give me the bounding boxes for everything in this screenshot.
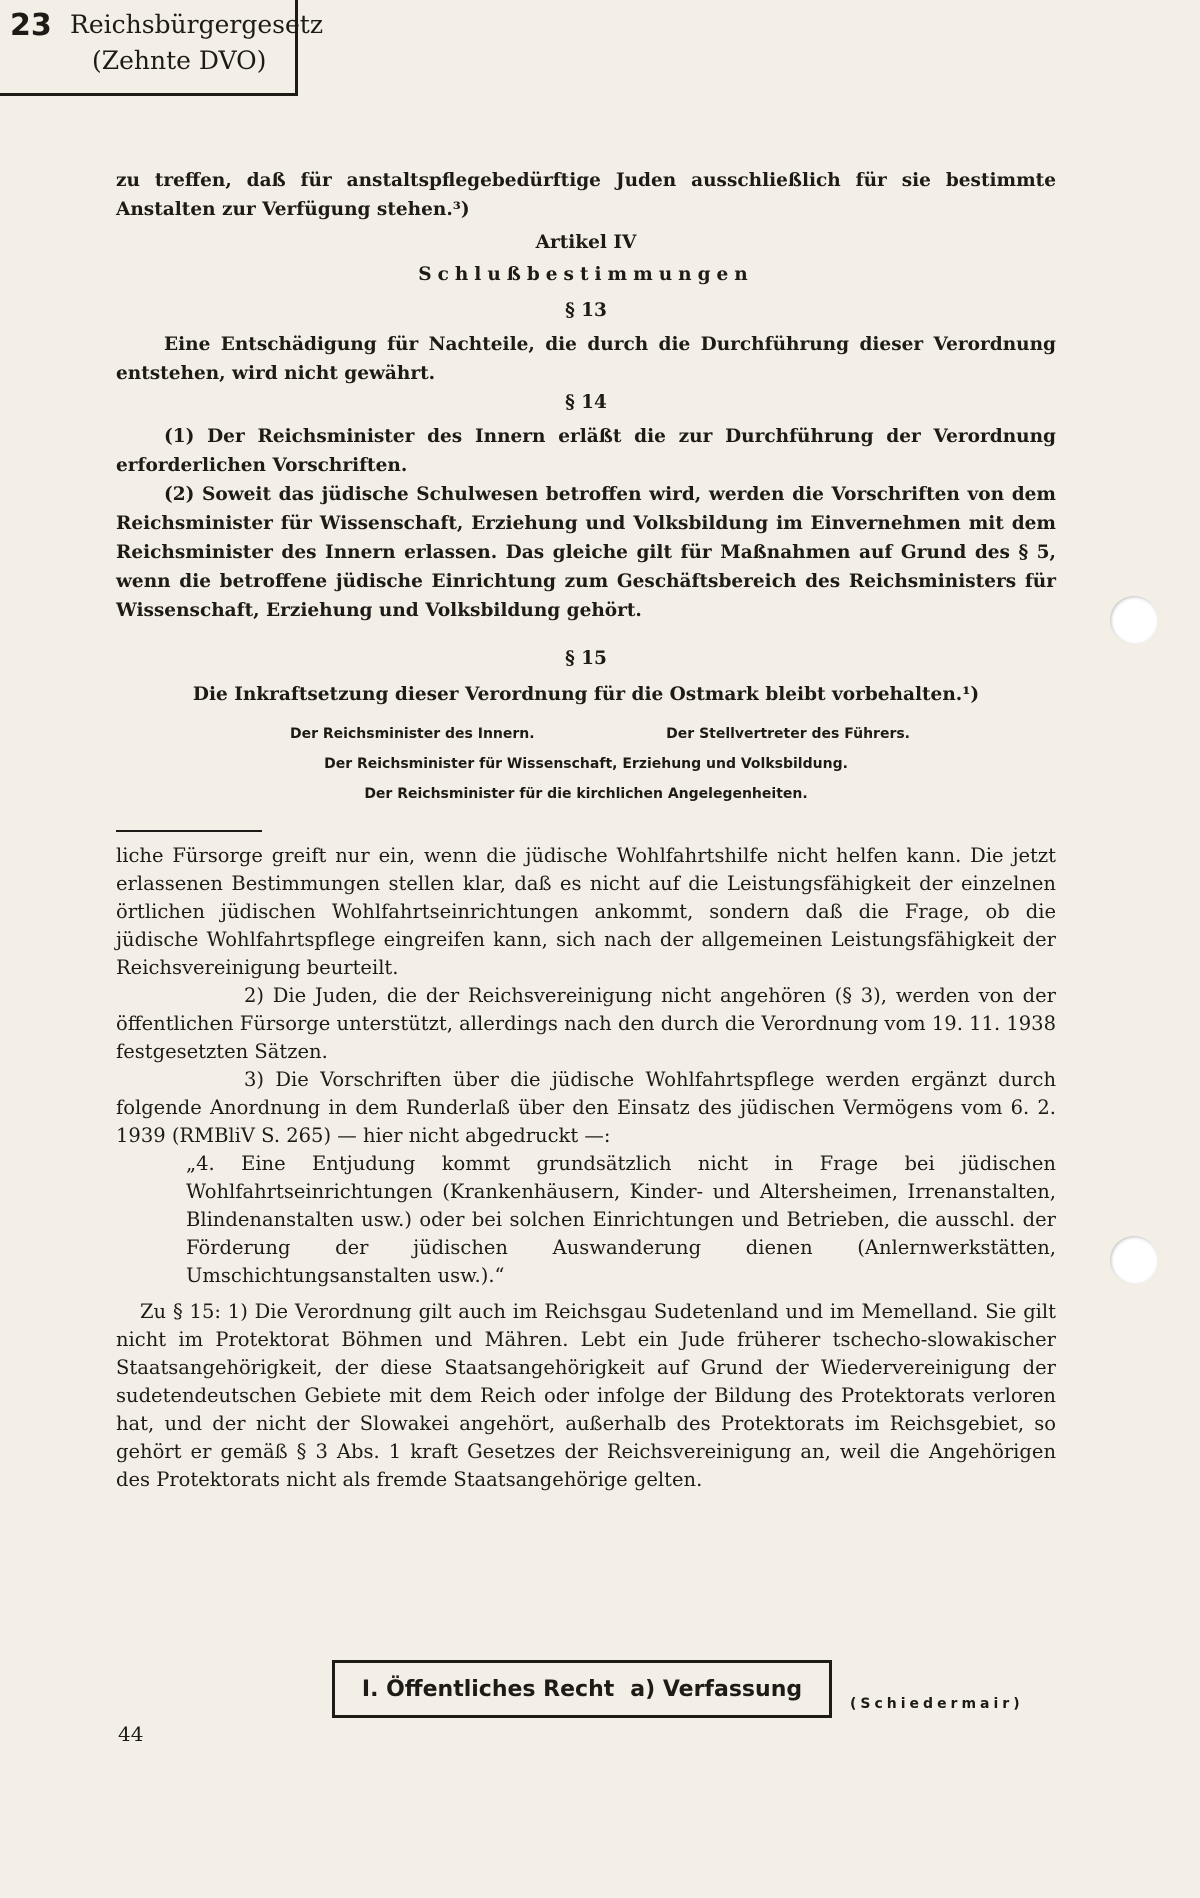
article-title: Artikel IV bbox=[535, 232, 637, 253]
punch-hole bbox=[1110, 1236, 1158, 1284]
punch-hole bbox=[1110, 596, 1158, 644]
signature-interior-minister: Der Reichsminister des Innern. bbox=[290, 726, 535, 742]
author-name: (Schiedermair) bbox=[850, 1696, 1024, 1712]
signature-deputy-fuehrer: Der Stellvertreter des Führers. bbox=[666, 726, 910, 742]
signature-church-minister: Der Reichsminister für die kirchlichen Angelegenheiten. bbox=[364, 786, 808, 802]
page-number: 44 bbox=[118, 1722, 144, 1746]
header-title: Reichsbürgergesetz bbox=[70, 10, 323, 39]
section-13-paragraph: Eine Entschädigung für Nachteile, die durch die Durchführung dieser Verordnung entstehen, wird nicht gewährt. bbox=[116, 334, 1056, 384]
running-header bbox=[0, 0, 323, 96]
footer-section: I. Öffentliches Recht bbox=[361, 1676, 615, 1702]
signature-row bbox=[290, 726, 910, 742]
footnote-paragraph: liche Fürsorge greift nur ein, wenn die jüdische Wohlfahrtshilfe nicht helfen kann. Die jetzt erlassenen Bestimmungen stellen klar, daß es nicht auf die Leistungsfähigkeit der einzelnen örtlichen jüdischen Wohlfahrtseinrichtungen ankommt, sondern daß die Frage, ob die jüdische Wohlfahrtspflege eingreifen kann, sich nach der allgemeinen Leistungsfähigkeit der Reichsvereinigung beurteilt. bbox=[116, 844, 1056, 979]
section-footer-box bbox=[332, 1660, 832, 1718]
section-14-paragraph-1: (1) Der Reichsminister des Innern erläßt die zur Durchführung der Verordnung erforderlichen Vorschriften. bbox=[116, 426, 1056, 476]
footnotes bbox=[116, 842, 1056, 1494]
section-13-text bbox=[116, 330, 1056, 388]
signature-education-minister: Der Reichsminister für Wissenschaft, Erziehung und Volksbildung. bbox=[324, 756, 848, 772]
section-15-text: Die Inkraftsetzung dieser Verordnung für die Ostmark bleibt vorbehalten.¹) bbox=[192, 684, 980, 705]
section-13-heading: § 13 bbox=[565, 300, 607, 321]
section-14-text bbox=[116, 422, 1056, 625]
law-intro bbox=[116, 166, 1056, 224]
intro-text: zu treffen, daß für anstaltspflegebedürftige Juden ausschließlich für sie bestimmte Anstalten zur Verfügung stehen.³) bbox=[116, 170, 1056, 220]
footnote-divider bbox=[116, 830, 262, 832]
article-subtitle: Schlußbestimmungen bbox=[418, 264, 754, 285]
section-15-heading: § 15 bbox=[565, 648, 607, 669]
footer-subsection: a) Verfassung bbox=[630, 1676, 803, 1702]
header-subtitle: (Zehnte DVO) bbox=[92, 46, 267, 75]
section-14-paragraph-2: (2) Soweit das jüdische Schulwesen betroffen wird, werden die Vorschriften von dem Reichsminister für Wissenschaft, Erziehung und Volksbildung im Einvernehmen mit dem Reichsminister des Innern erlassen. Das gleiche gilt für Maßnahmen auf Grund des § 5, wenn die betroffene jüdische Einrichtung zum Geschäftsbereich des Reichsministers für Wissenschaft, Erziehung und Volksbildung gehört. bbox=[116, 484, 1056, 621]
footnote-3: 3) Die Vorschriften über die jüdische Wohlfahrtspflege werden ergänzt durch folgende Anordnung in dem Runderlaß über den Einsatz des jüdischen Vermögens vom 6. 2. 1939 (RMBliV S. 265) — hier nicht abgedruckt —: bbox=[116, 1068, 1056, 1147]
footnote-3-quote: „4. Eine Entjudung kommt grundsätzlich nicht in Frage bei jüdischen Wohlfahrtseinrichtungen (Krankenhäusern, Kinder- und Altersheimen, Irrenanstalten, Blindenanstalten usw.) oder bei solchen Einrichtungen und Betrieben, die ausschl. der Förderung der jüdischen Auswanderung dienen (Anlernwerkstätten, Umschichtungsanstalten usw.).“ bbox=[186, 1152, 1056, 1287]
section-14-heading: § 14 bbox=[565, 392, 607, 413]
header-number: 23 bbox=[10, 8, 52, 43]
footnote-2: 2) Die Juden, die der Reichsvereinigung nicht angehören (§ 3), werden von der öffentlichen Fürsorge unterstützt, allerdings nach den durch die Verordnung vom 19. 11. 1938 festgesetzten Sätzen. bbox=[116, 984, 1056, 1063]
footnote-section-15: Zu § 15: 1) Die Verordnung gilt auch im Reichsgau Sudetenland und im Memelland. Sie gilt nicht im Protektorat Böhmen und Mähren. Lebt ein Jude früherer tschecho-slowakischer Staatsangehörigkeit, der diese Staatsangehörigkeit auf Grund der Wiedervereinigung der sudetendeutschen Gebiete mit dem Reich oder infolge der Bildung des Protektorats verloren hat, und der nicht der Slowakei angehört, außerhalb des Protektorats im Reichsgebiet, so gehört er gemäß § 3 Abs. 1 kraft Gesetzes der Reichsvereinigung an, weil die Angehörigen des Protektorats nicht als fremde Staatsangehörige gelten. bbox=[116, 1300, 1056, 1491]
